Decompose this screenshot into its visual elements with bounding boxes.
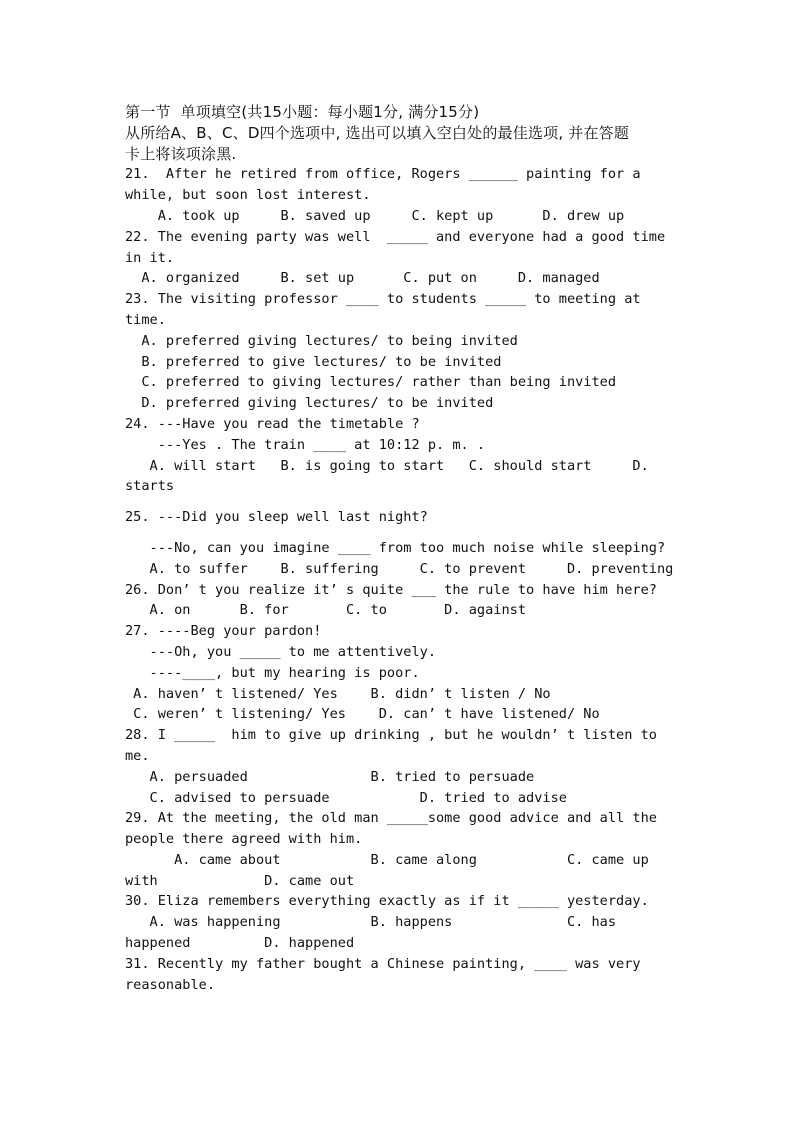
answer-options: A. organized B. set up C. put on D. managed — [125, 270, 600, 287]
answer-options: A. was happening B. happens C. has — [125, 914, 617, 931]
question-stem-cont: reasonable. — [125, 976, 216, 993]
question-30 — [125, 891, 665, 953]
question-31 — [125, 954, 665, 996]
section-instruction: 从所给A、B、C、D四个选项中, 选出可以填入空白处的最佳选项, 并在答题 — [125, 123, 630, 142]
answer-options: A. on B. for C. to D. against — [125, 602, 527, 619]
section-title: 第一节 单项填空(共15小题：每小题1分, 满分15分) — [125, 103, 480, 121]
question-stem: 31. Recently my father bought a Chinese painting, ____ was very — [125, 955, 641, 972]
section-instruction-cont: 卡上将该项涂黑. — [125, 144, 237, 163]
answer-options-cont: happened D. happened — [125, 935, 355, 952]
question-21 — [125, 164, 665, 226]
question-24 — [125, 414, 665, 497]
answer-options: A. will start B. is going to start C. should start D. — [125, 457, 649, 474]
answer-option-c: C. preferred to giving lectures/ rather than being invited — [125, 374, 617, 391]
question-stem: 30. Eliza remembers everything exactly as if it _____ yesterday. — [125, 893, 649, 910]
spacer — [125, 528, 665, 538]
answer-options: A. haven’ t listened/ Yes B. didn’ t listen / No — [125, 685, 551, 702]
answer-option-d: D. preferred giving lectures/ to be invited — [125, 395, 494, 412]
question-stem: 29. At the meeting, the old man _____some good advice and all the — [125, 810, 657, 827]
question-stem: 28. I _____ him to give up drinking , but he wouldn’ t listen to — [125, 727, 657, 744]
question-dialogue: ----____, but my hearing is poor. — [125, 664, 420, 681]
question-25 — [125, 507, 674, 579]
question-stem-cont: while, but soon lost interest. — [125, 187, 371, 204]
answer-options: A. to suffer B. suffering C. to prevent D. preventing — [125, 560, 674, 577]
question-22 — [125, 227, 665, 289]
question-dialogue: ---Oh, you _____ to me attentively. — [125, 643, 436, 660]
answer-options: C. weren’ t listening/ Yes D. can’ t have listened/ No — [125, 706, 600, 723]
exam-page — [125, 102, 674, 995]
question-stem-cont: in it. — [125, 249, 175, 266]
question-23 — [125, 289, 665, 414]
answer-options: A. took up B. saved up C. kept up D. drew up — [125, 207, 625, 224]
question-stem: 27. ----Beg your pardon! — [125, 623, 322, 640]
answer-options-cont: starts — [125, 478, 175, 495]
question-stem: 25. ---Did you sleep well last night? — [125, 509, 428, 526]
answer-options-cont: with D. came out — [125, 872, 355, 889]
question-stem: 24. ---Have you read the timetable ? — [125, 415, 420, 432]
question-dialogue: ---Yes . The train ____ at 10:12 p. m. . — [125, 436, 486, 453]
question-stem: 22. The evening party was well _____ and everyone had a good time — [125, 228, 666, 245]
question-stem-cont: me. — [125, 747, 150, 764]
answer-options: C. advised to persuade D. tried to advise — [125, 789, 567, 806]
question-stem: 26. Don’ t you realize it’ s quite ___ the rule to have him here? — [125, 581, 657, 598]
question-stem-cont: people there agreed with him. — [125, 831, 363, 848]
question-28 — [125, 725, 665, 808]
question-stem: 23. The visiting professor ____ to students _____ to meeting at — [125, 291, 641, 308]
answer-options: A. came about B. came along C. came up — [125, 851, 649, 868]
spacer — [125, 497, 665, 507]
question-26 — [125, 580, 665, 622]
answer-option-b: B. preferred to give lectures/ to be invited — [125, 353, 502, 370]
question-stem: 21. After he retired from office, Rogers ______ painting for a — [125, 166, 641, 183]
question-dialogue: ---No, can you imagine ____ from too much noise while sleeping? — [125, 539, 666, 556]
question-29 — [125, 808, 665, 891]
answer-options: A. persuaded B. tried to persuade — [125, 768, 535, 785]
question-stem-cont: time. — [125, 311, 166, 328]
answer-option-a: A. preferred giving lectures/ to being invited — [125, 332, 518, 349]
question-27 — [125, 621, 665, 725]
